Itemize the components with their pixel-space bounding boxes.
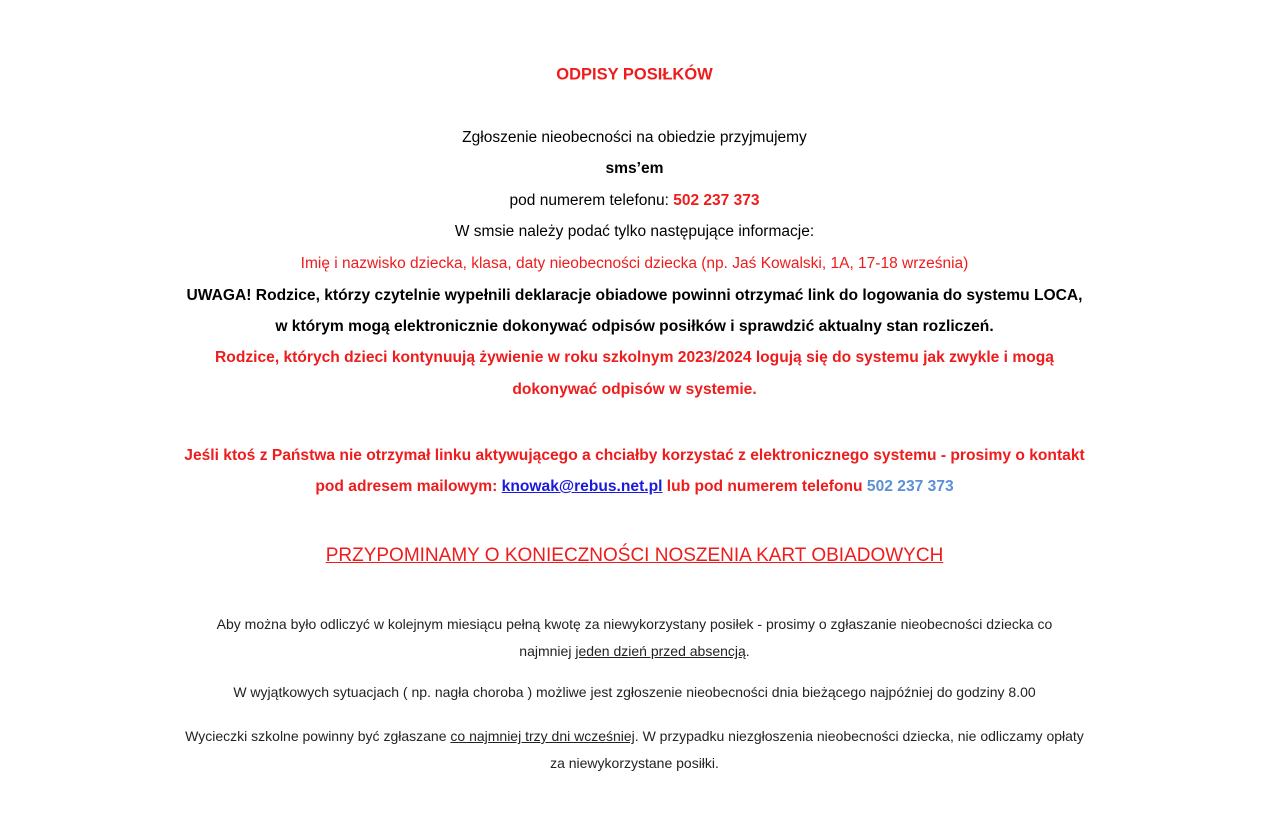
underlined-text: co najmniej trzy dni wcześniej <box>450 728 635 744</box>
email-link[interactable]: knowak@rebus.net.pl <box>501 478 663 495</box>
paragraph-3-line-1 <box>0 728 1269 744</box>
text: . W przypadku niezgłoszenia nieobecności dziecka, nie odliczamy opłaty <box>634 728 1084 744</box>
continuing-line-2: dokonywać odpisów w systemie. <box>512 381 757 398</box>
paragraph-1-line-2 <box>0 643 1269 659</box>
continuing-line-1: Rodzice, których dzieci kontynuują żywienie w roku szkolnym 2023/2024 logują się do systemu jak zwykle i mogą <box>215 349 1054 366</box>
text: najmniej <box>519 643 576 659</box>
reminder-heading: PRZYPOMINAMY O KONIECZNOŚCI NOSZENIA KART OBIADOWYCH <box>325 545 944 566</box>
sms-format-text: Imię i nazwisko dziecka, klasa, daty nieobecności dziecka (np. Jaś Kowalski, 1A, 17-18 września) <box>300 255 969 272</box>
phone-line <box>0 192 1269 210</box>
sms-text: sms’em <box>605 160 664 177</box>
contact-line-1: Jeśli ktoś z Państwa nie otrzymał linku aktywującego a chciałby korzystać z elektronicznego systemu - prosimy o kontakt <box>184 447 1085 464</box>
intro-text: Zgłoszenie nieobecności na obiedzie przyjmujemy <box>462 129 807 146</box>
underlined-text: jeden dzień przed absencją <box>575 643 746 659</box>
contact-line-2 <box>0 478 1269 496</box>
paragraph-1-line-1: Aby można było odliczyć w kolejnym miesiącu pełną kwotę za niewykorzystany posiłek - prosimy o zgłaszanie nieobecności dziecka co <box>216 616 1053 632</box>
text: Wycieczki szkolne powinny być zgłaszane <box>185 728 451 744</box>
contact-phone-label: lub pod numerem telefonu <box>662 478 867 495</box>
paragraph-3-line-2: za niewykorzystane posiłki. <box>550 755 719 771</box>
paragraph-2: W wyjątkowych sytuacjach ( np. nagła choroba ) możliwe jest zgłoszenie nieobecności dnia bieżącego najpóźniej do godziny 8.00 <box>233 684 1036 700</box>
page-title: ODPISY POSIŁKÓW <box>556 65 713 84</box>
phone-number: 502 237 373 <box>673 192 760 209</box>
uwaga-line-2: w którym mogą elektronicznie dokonywać odpisów posiłków i sprawdzić aktualny stan rozliczeń. <box>275 318 994 335</box>
sms-info-text: W smsie należy podać tylko następujące informacje: <box>454 223 815 240</box>
uwaga-line-1: UWAGA! Rodzice, którzy czytelnie wypełnili deklaracje obiadowe powinni otrzymać link do logowania do systemu LOCA, <box>186 287 1083 304</box>
phone-label: pod numerem telefonu: <box>509 192 674 209</box>
contact-email-label: pod adresem mailowym: <box>315 478 502 495</box>
contact-phone-number: 502 237 373 <box>866 478 954 495</box>
text: . <box>745 643 750 659</box>
